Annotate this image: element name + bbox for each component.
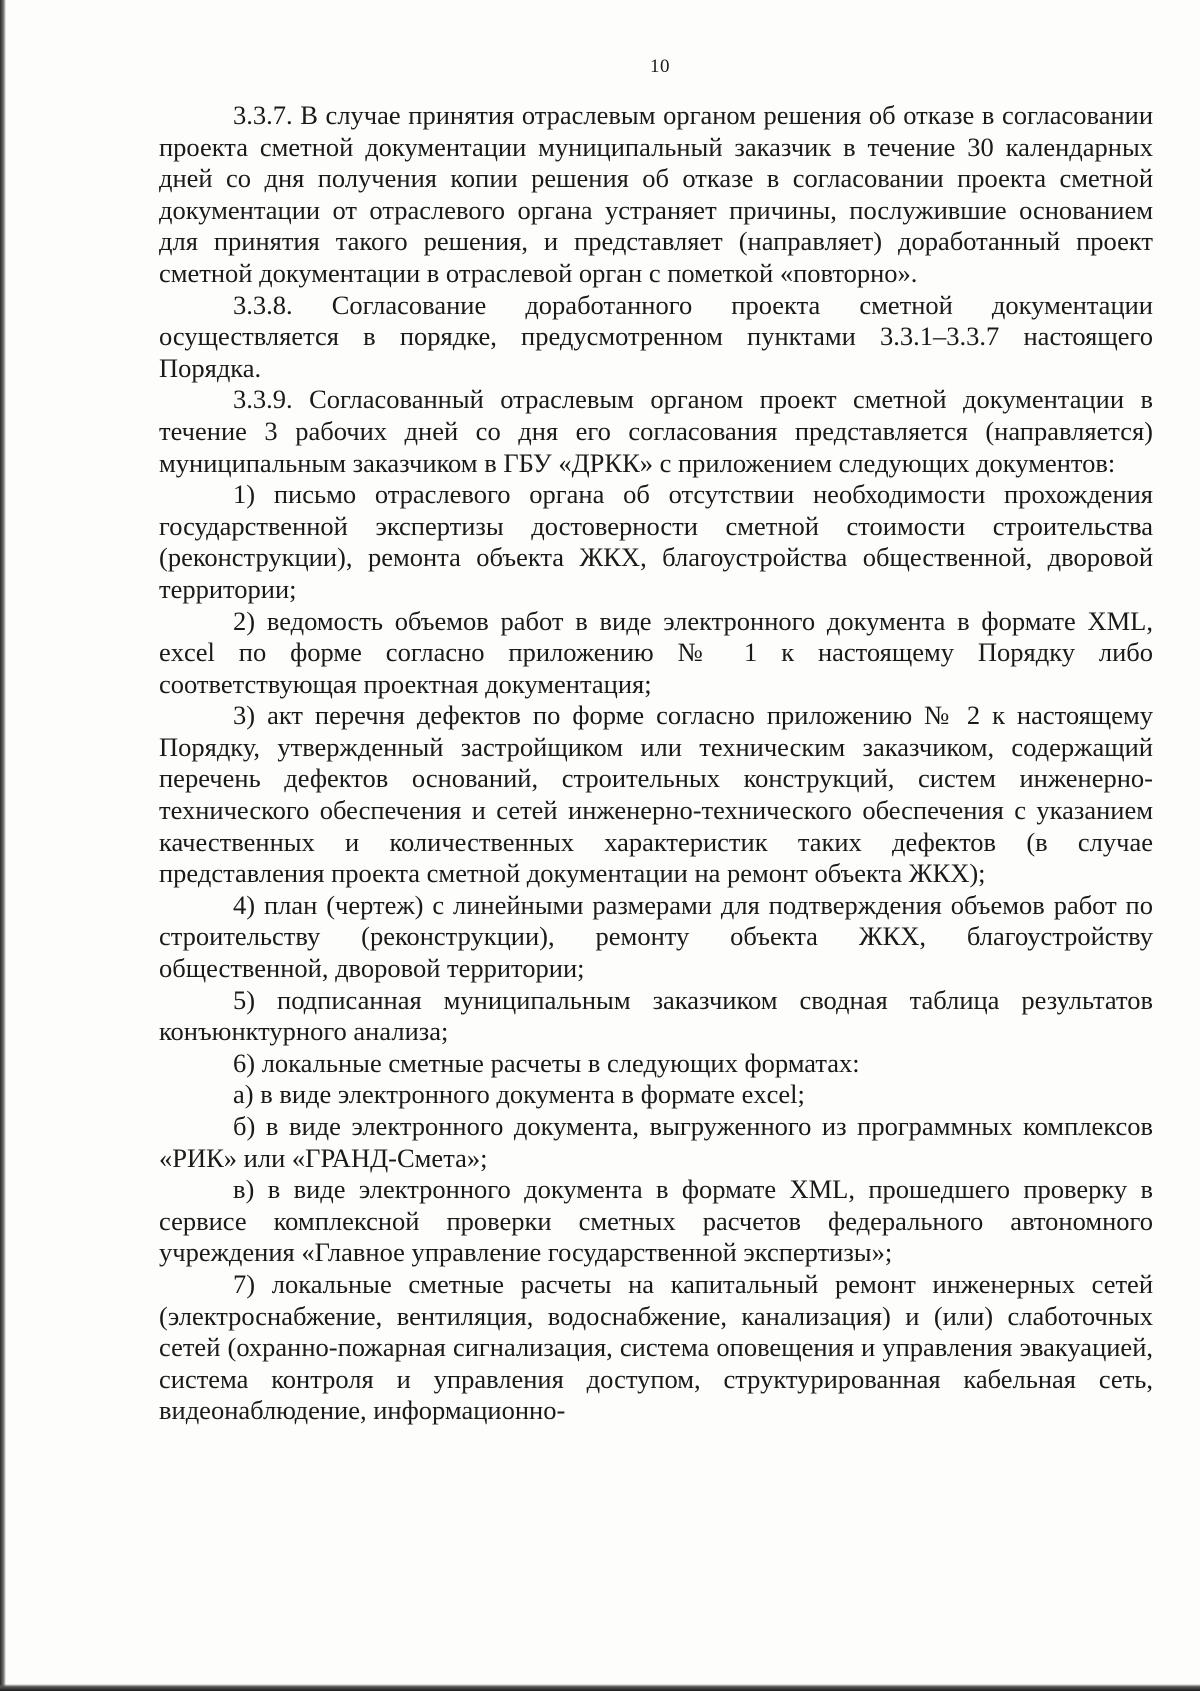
paragraph-3-3-8: 3.3.8. Согласование доработанного проекта сметной документации осуществляется в порядке, предусмотренном пунктами 3.3.1–3.3.7 настоящего Порядка. [159, 289, 1153, 383]
page-number: 10 [650, 56, 670, 77]
paragraph-3-3-7: 3.3.7. В случае принятия отраслевым органом решения об отказе в согласовании проекта сметной документации муниципальный заказчик в течение 30 календарных дней со дня получения копии решения об отказе в согласовании проекта сметной документации от отраслевого органа устраняет причины, послужившие основанием для принятия такого решения, и представляет (направляет) доработанный проект сметной документации в отраслевой орган с пометкой «повторно». [159, 100, 1153, 288]
list-item-5: 5) подписанная муниципальным заказчиком сводная таблица результатов конъюнктурного анализа; [159, 984, 1153, 1047]
list-item-3: 3) акт перечня дефектов по форме согласно приложению № 2 к настоящему Порядку, утвержденный застройщиком или техническим заказчиком, содержащий перечень дефектов оснований, строительных конструкций, систем инженерно-технического обеспечения и сетей инженерно-технического обеспечения с указанием качественных и количественных характеристик таких дефектов (в случае представления проекта сметной документации на ремонт объекта ЖКХ); [159, 700, 1153, 889]
scan-edge-left [0, 0, 6, 1691]
list-item-4: 4) план (чертеж) с линейными размерами для подтверждения объемов работ по строительству (реконструкции), ремонту объекта ЖКХ, благоустройству общественной, дворовой территории; [159, 889, 1153, 984]
list-item-6: 6) локальные сметные расчеты в следующих форматах: [233, 1047, 860, 1078]
list-item-6b: б) в виде электронного документа, выгруженного из программных комплексов «РИК» или «ГРАНД-Смета»; [159, 1111, 1153, 1173]
list-item-6a: а) в виде электронного документа в формате excel; [233, 1079, 805, 1110]
scan-edge-bottom [0, 1684, 1200, 1691]
list-item-6v: в) в виде электронного документа в формате XML, прошедшего проверку в сервисе комплексной проверки сметных расчетов федерального автономного учреждения «Главное управление государственной экспертизы»; [159, 1174, 1153, 1268]
paragraph-3-3-9: 3.3.9. Согласованный отраслевым органом проект сметной документации в течение 3 рабочих дней со дня его согласования представляется (направляется) муниципальным заказчиком в ГБУ «ДРКК» с приложением следующих документов: [159, 384, 1153, 478]
list-item-7: 7) локальные сметные расчеты на капитальный ремонт инженерных сетей (электроснабжение, вентиляция, водоснабжение, канализация) и (или) слаботочных сетей (охранно-пожарная сигнализация, система оповещения и управления эвакуацией, система контроля и управления доступом, структурированная кабельная сеть, видеонаблюдение, информационно- [159, 1268, 1153, 1426]
list-item-1: 1) письмо отраслевого органа об отсутствии необходимости прохождения государственной экспертизы достоверности сметной стоимости строительства (реконструкции), ремонта объекта ЖКХ, благоустройства общественной, дворовой территории; [159, 479, 1153, 604]
document-body [159, 100, 1153, 1427]
list-item-2: 2) ведомость объемов работ в виде электронного документа в формате XML, excel по форме согласно приложению № 1 к настоящему Порядку либо соответствующая проектная документация; [159, 605, 1153, 699]
